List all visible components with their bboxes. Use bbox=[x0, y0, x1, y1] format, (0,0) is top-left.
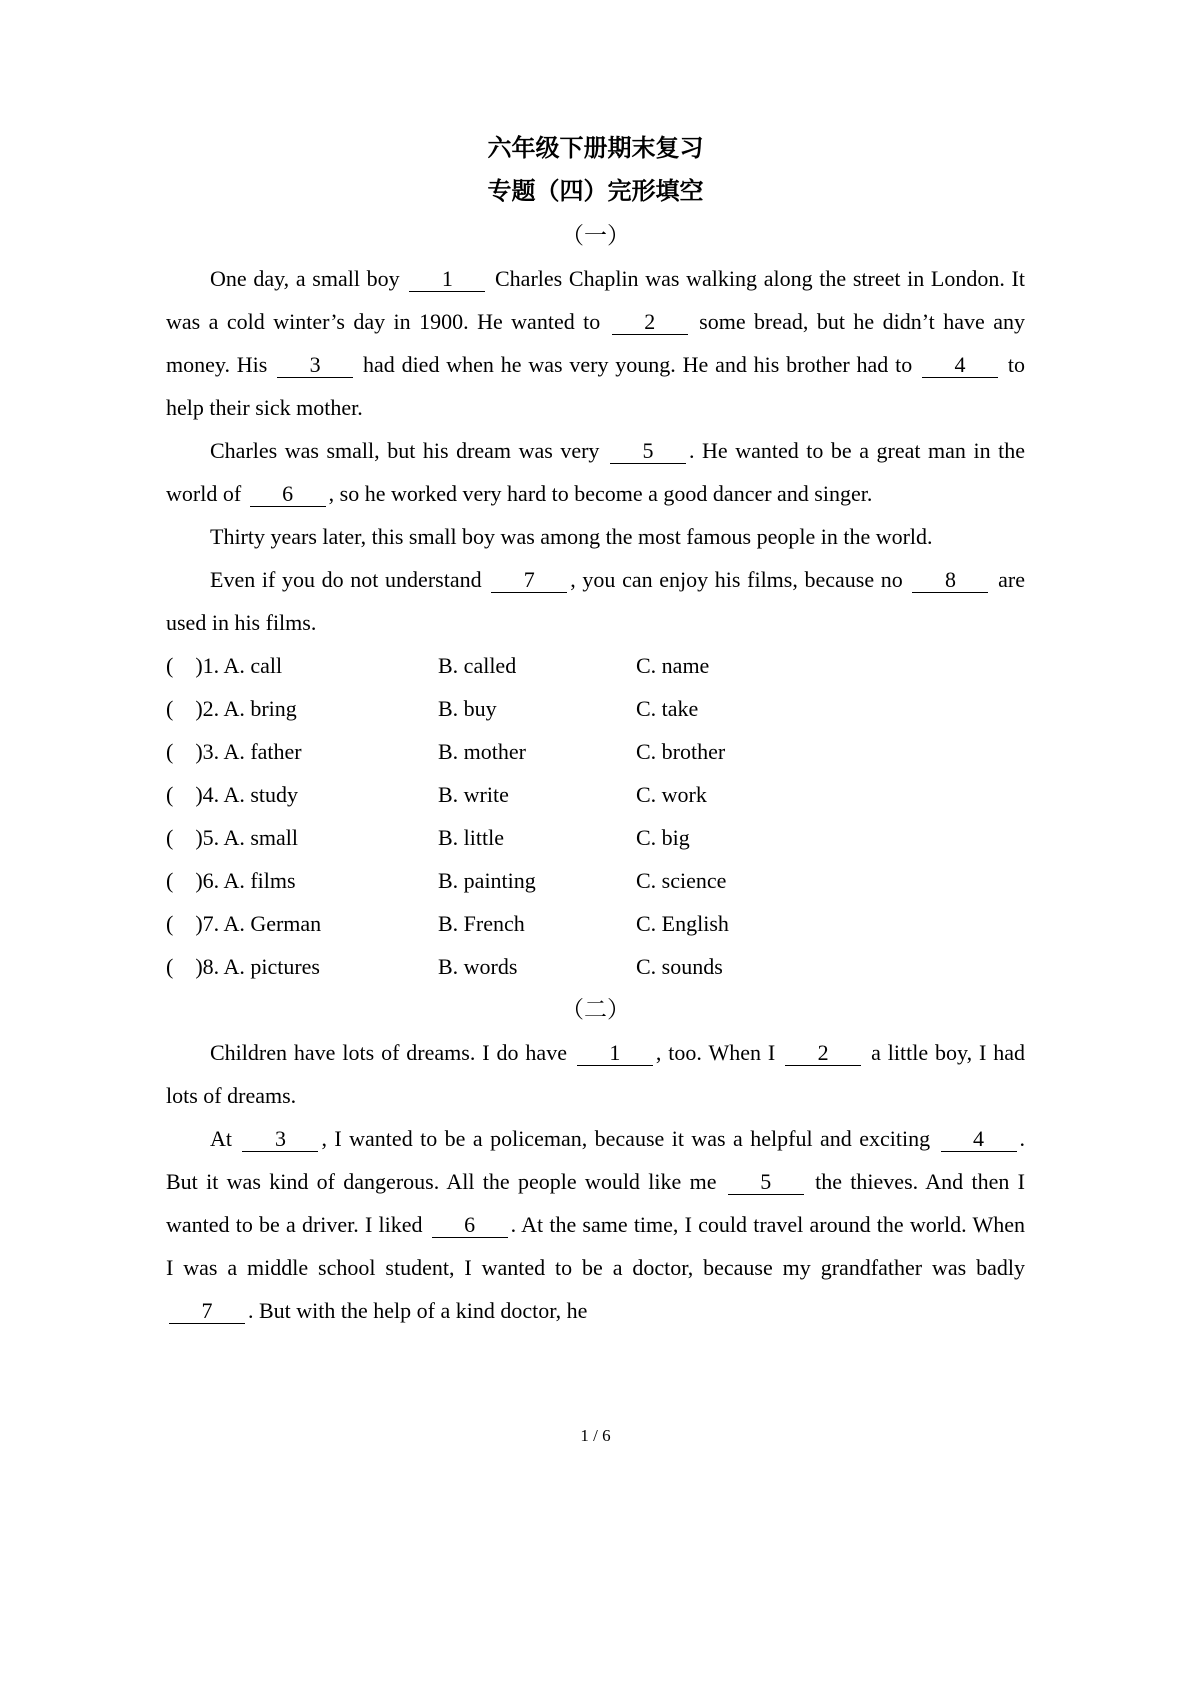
question-option-b: B. mother bbox=[438, 739, 526, 764]
blank-2: 2 bbox=[785, 1040, 861, 1066]
blank-6: 6 bbox=[250, 481, 326, 507]
question-option-a: ( )8. A. pictures bbox=[166, 954, 320, 979]
blank-8: 8 bbox=[912, 567, 988, 593]
section1-heading: （一） bbox=[561, 223, 630, 248]
question-option-a: ( )2. A. bring bbox=[166, 696, 297, 721]
question-option-c: C. big bbox=[636, 825, 690, 850]
question-option-a: ( )7. A. German bbox=[166, 911, 322, 936]
blank-5: 5 bbox=[610, 438, 686, 464]
question-option-c: C. brother bbox=[636, 739, 726, 764]
section2-body bbox=[166, 1031, 1025, 1332]
question-row-5 bbox=[166, 816, 1025, 859]
blank-4: 4 bbox=[941, 1126, 1017, 1152]
question-row-8 bbox=[166, 945, 1025, 988]
question-option-b: B. little bbox=[438, 825, 504, 850]
question-row-7 bbox=[166, 902, 1025, 945]
question-option-b: B. called bbox=[438, 653, 517, 678]
question-option-a: ( )4. A. study bbox=[166, 782, 299, 807]
blank-7: 7 bbox=[491, 567, 567, 593]
question-option-c: C. name bbox=[636, 653, 710, 678]
question-option-a: ( )1. A. call bbox=[166, 653, 283, 678]
question-option-b: B. words bbox=[438, 954, 518, 979]
question-option-c: C. sounds bbox=[636, 954, 723, 979]
question-option-b: B. French bbox=[438, 911, 525, 936]
question-option-c: C. take bbox=[636, 696, 699, 721]
paragraph: Charles was small, but his dream was very 5 . He wanted to be a great man in the world of 6 , so he worked very hard to become a good dancer and singer. bbox=[166, 438, 1025, 506]
question-option-a: ( )3. A. father bbox=[166, 739, 302, 764]
question-option-b: B. buy bbox=[438, 696, 497, 721]
question-row-4 bbox=[166, 773, 1025, 816]
question-option-a: ( )5. A. small bbox=[166, 825, 298, 850]
blank-3: 3 bbox=[242, 1126, 318, 1152]
blank-7: 7 bbox=[169, 1298, 245, 1324]
question-option-a: ( )6. A. films bbox=[166, 868, 296, 893]
question-row-1 bbox=[166, 644, 1025, 687]
section2-heading: （二） bbox=[561, 997, 630, 1022]
page-title: 六年级下册期末复习 bbox=[487, 136, 704, 162]
blank-3: 3 bbox=[277, 352, 353, 378]
question-option-b: B. write bbox=[438, 782, 509, 807]
question-option-c: C. work bbox=[636, 782, 707, 807]
question-option-c: C. science bbox=[636, 868, 727, 893]
question-option-b: B. painting bbox=[438, 868, 536, 893]
section1-body bbox=[166, 257, 1025, 644]
question-option-c: C. English bbox=[636, 911, 729, 936]
blank-4: 4 bbox=[922, 352, 998, 378]
page-subtitle: 专题（四）完形填空 bbox=[487, 179, 704, 205]
section1-questions bbox=[166, 644, 1025, 988]
blank-6: 6 bbox=[432, 1212, 508, 1238]
paragraph: One day, a small boy 1 Charles Chaplin was walking along the street in London. It was a cold winter’s day in 1900. He wanted to 2 some bread, but he didn’t have any money. His 3 had died when he was very young. He and his brother had to 4 to help their sick mother. bbox=[166, 266, 1025, 420]
question-row-2 bbox=[166, 687, 1025, 730]
question-row-6 bbox=[166, 859, 1025, 902]
question-row-3 bbox=[166, 730, 1025, 773]
blank-1: 1 bbox=[409, 266, 485, 292]
blank-2: 2 bbox=[612, 309, 688, 335]
blank-5: 5 bbox=[728, 1169, 804, 1195]
page-number: 1 / 6 bbox=[580, 1426, 611, 1445]
paragraph: Even if you do not understand 7 , you can enjoy his films, because no 8 are used in his films. bbox=[166, 567, 1025, 635]
blank-1: 1 bbox=[577, 1040, 653, 1066]
paragraph: Thirty years later, this small boy was among the most famous people in the world. bbox=[210, 524, 933, 549]
paragraph: At 3 , I wanted to be a policeman, because it was a helpful and exciting 4 . But it was kind of dangerous. All the people would like me 5 the thieves. And then I wanted to be a driver. I liked 6 . At the same time, I could travel around the world. When I was a middle school student, I wanted to be a doctor, because my grandfather was badly 7 . But with the help of a kind doctor, he bbox=[166, 1126, 1026, 1323]
paragraph: Children have lots of dreams. I do have 1 , too. When I 2 a little boy, I had lots of dreams. bbox=[166, 1040, 1026, 1108]
